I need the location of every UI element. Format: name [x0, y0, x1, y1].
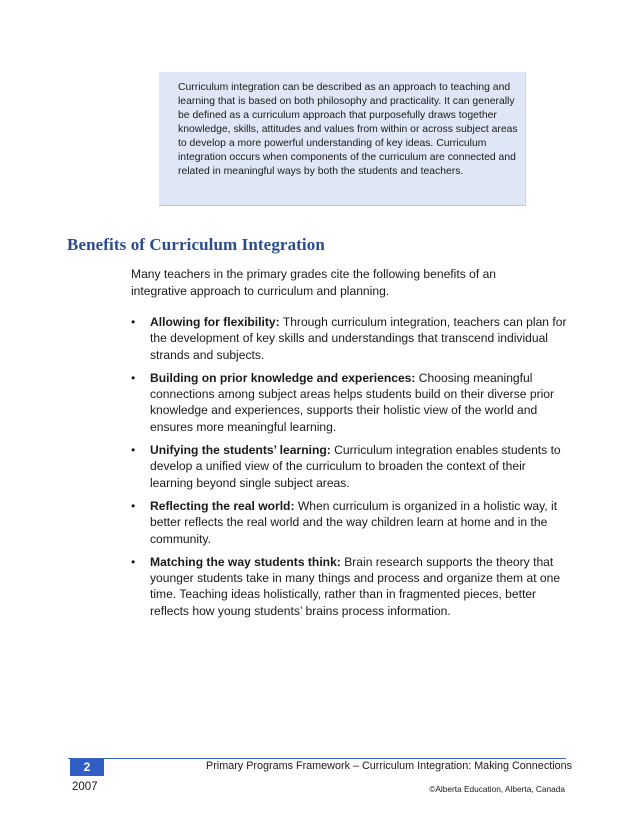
benefit-text: Through curriculum integration, teachers can plan for the development of key skills and understandings that transcend individual strands and subjects. [150, 315, 567, 362]
benefit-label: Reflecting the real world: [150, 498, 295, 513]
benefit-text: Brain research supports the theory that younger students take in many things and process and organize them at one time. Teaching ideas holistically, rather than in fragmented pieces, better reflects how young students’ brains process information. [150, 554, 561, 618]
section-intro: Many teachers in the primary grades cite the following benefits of an integrative approach to curriculum and planning. [131, 267, 497, 298]
benefit-label: Allowing for flexibility: [150, 315, 280, 329]
benefit-label: Matching the way students think: [150, 554, 341, 569]
bullet-icon: • [131, 443, 136, 458]
bullet-icon: • [131, 370, 136, 385]
benefits-list [131, 314, 571, 626]
benefit-item-flexibility [131, 314, 571, 363]
section-heading: Benefits of Curriculum Integration [67, 235, 325, 254]
benefit-text: Curriculum integration enables students to develop a unified view of the curriculum to broaden the context of their learning beyond single subject areas. [150, 443, 561, 490]
page-number: 2 [70, 759, 104, 776]
benefit-label: Building on prior knowledge and experiences: [150, 370, 416, 385]
definition-callout-text: Curriculum integration can be described as an approach to teaching and learning that is based on both philosophy and practicality. It can generally be defined as a curriculum approach that purposefully draws together knowledge, skills, attitudes and values from within or across subject areas to develop a more powerful understanding of key ideas. Curriculum integration occurs when components of the curriculum are connected and related in meaningful ways by both the students and teachers. [178, 82, 518, 177]
benefit-item-prior-knowledge [131, 370, 571, 435]
benefit-item-real-world [131, 498, 571, 547]
benefit-label: Unifying the students’ learning: [150, 443, 331, 458]
bullet-icon: • [131, 315, 136, 329]
benefit-text: When curriculum is organized in a holistic way, it better reflects the real world and the way children learn at home and in the community. [150, 498, 558, 546]
footer-year: 2007 [72, 781, 98, 793]
bullet-icon: • [131, 498, 136, 513]
footer-copyright: ©Alberta Education, Alberta, Canada [429, 784, 565, 794]
bullet-icon: • [131, 554, 136, 569]
benefit-text: Choosing meaningful connections among subject areas helps students build on their diverse prior knowledge and experiences, supports their holistic view of the world and ensures more meaningful learning. [150, 370, 555, 434]
benefit-item-students-think [131, 554, 571, 619]
footer-title: Primary Programs Framework – Curriculum Integration: Making Connections [206, 760, 573, 772]
footer-divider [68, 758, 566, 759]
benefit-item-unifying-learning [131, 442, 571, 491]
